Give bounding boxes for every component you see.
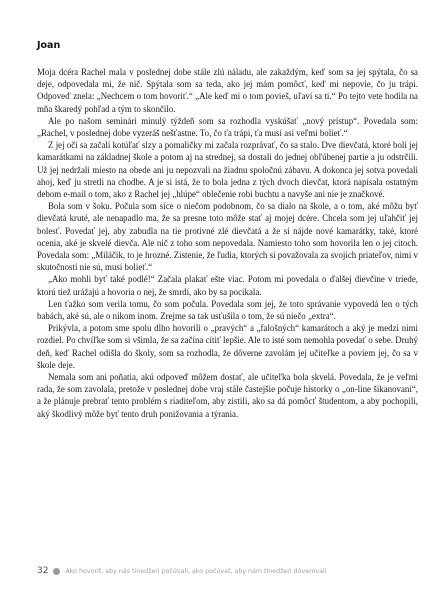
bullet-dot-icon xyxy=(53,568,60,575)
paragraph: Moja dcéra Rachel mala v poslednej dobe stále zlú náladu, ale zakaždým, keď som sa jej spýtala, čo sa deje, odpovedala mi, že nič. Spýtala som sa teda, ako jej mám pomôcť, keď mi nepovie, čo ju trápi. Odpoveď znela: „Nechcem o tom hovoriť.“ „Ale keď mi o tom povieš, uľaví sa ti.“ Po tejto vete hodila na mňa škaredý pohľad a tým to skončilo. xyxy=(37,67,418,114)
body-text xyxy=(37,66,418,420)
paragraph: Bola som v šoku. Počula som síce o niečom podobnom, čo sa dialo na škole, a o tom, aké môžu byť dievčatá kruté, ale nenapadlo ma, že sa presne toto môže stať aj mojej dcére. Chcela som jej uľahčiť jej bolesť. Povedať jej, aby zabudla na tie protivné zlé dievčatá a že si nájde nové kamarátky, také, ktoré ocenia, aké je skvelé dievča. Ale nič z toho som nepovedala. Namiesto toho som hovorila len o jej citoch. Povedala som: „Miláčik, to je hrozné. Zistenie, že ľudia, ktorých si považovala za svojich priateľov, nimi v skutočnosti nie sú, musí bolieť.“ xyxy=(37,201,418,273)
paragraph: „Ako mohli byť také podlé!“ Začala plakať ešte viac. Potom mi povedala o ďalšej dievčine v triede, ktorú tiež urážajú a hovoria o nej, že smrdí, ako by sa pocikala. xyxy=(37,274,418,297)
paragraph: Ale po našom seminári minulý týždeň som sa rozhodla vyskúšať „nový prístup“. Povedala som: „Rachel, v poslednej dobe vyzeráš nešťastne. To, čo ťa trápi, ťa musí asi veľmi bolieť.“ xyxy=(37,115,418,139)
running-title: Ako hovoriť, aby nás tínedžeri počúvali, ako počúvať, aby nám tínedžeri dôverovali xyxy=(65,567,327,575)
paragraph: Len ťažko som verila tomu, čo som počula. Povedala som jej, že toto správanie vypovedá len o tých babách, aké sú, ale o nikom inom. Zrejme sa tak usťušila o tom, že sú niečo „extra“. xyxy=(37,298,418,322)
paragraph: Z jej očí sa začali kotúľať slzy a pomaličky mi začala rozprávať, čo sa stalo. Dve dievčatá, ktoré boli jej kamarátkami na základnej škole a potom aj na strednej, sa dostali do jednej obľúbenej partie a ju odstrčili. Už jej nedržali miesto na obede ani ju nepozvali na žiadnu spoločnú zábavu. A dokonca jej sotva povedali ahoj, keď ju stretli na chodbe. A je si istá, že to bola jedna z tých dvoch dievčat, ktorá napísala ostatným debom e-mail o tom, ako z Rachel jej „hlúpe“ oblečenie robí buchtu a navyše ani nie je značkové. xyxy=(37,140,418,200)
section-heading: Joan xyxy=(37,40,61,51)
paragraph: Prikývla, a potom sme spolu dlho hovorili o „pravých“ a „falošných“ kamarátoch a aký je medzi nimi rozdiel. Po chvíľke som si všimla, že sa začína cítiť lepšie. Ale to isté som nemohla povedať o sebe. Druhý deň, keď Rachel odišla do školy, som sa rozhodla, že dôverne zavolám jej učiteľke a poviem jej, čo sa v škole deje. xyxy=(37,323,418,370)
paragraph: Nemala som ani poňatia, akú odpoveď môžem dostať, ale učiteľka bola skvelá. Povedala, že je veľmi rada, že som zavolala, pretože v poslednej dobe vraj stále častejšie počuje historky o „on-line šikanovaní“, a že plánuje prebrať tento problém s riaditeľom, aby zistili, ako sa dá pomôcť študentom, a aby pochopili, aký škodlivý môže byť tento druh ponižovania a týrania. xyxy=(37,372,418,419)
page-footer xyxy=(37,566,427,576)
page-number: 32 xyxy=(37,566,49,576)
